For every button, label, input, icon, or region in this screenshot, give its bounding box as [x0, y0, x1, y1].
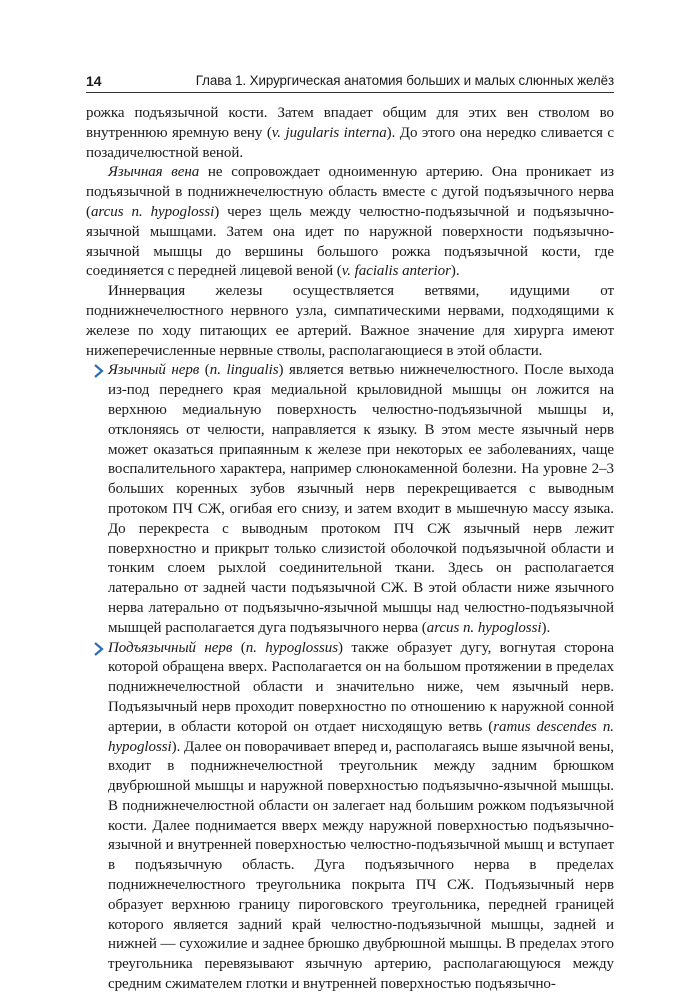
- term-lingual-nerve: Язычный нерв: [108, 362, 200, 379]
- text-run: рожка подъязычной кости. Затем впадает общим для этих вен стволом во внутреннюю яремную вену (: [86, 105, 614, 141]
- bullet-hypoglossal-nerve: [86, 639, 614, 995]
- text-run: ). Далее он поворачивает вперед и, располагаясь выше язычной вены, входит в поднижнечелюстной треугольник между задним брюшком двубрюшной мышцы и наружной поверхностью подъязычно-язычной мышцы. В поднижнечелюстной области он залегает над большим рожком подъязычной кости. Далее поднимается вверх между наружной поверхностью подъязычно-язычной и внутренней поверхностью челюстно-подъязычной мышц и вступает в подъязычную область. Дуга подъязычного нерва в пределах поднижнечелюстного треугольника покрыта ПЧ СЖ. Подъязычный нерв образует верхнюю границу пироговского треугольника, передней границей которого является задний край челюстно-подъязычной мышцы, задней и нижней — сухожилие и заднее брюшко двубрюшной мышцы. В пределах этого треугольника перевязывают язычную артерию, располагающуюся между средним сжимателем глотки и внутренней поверхностью подъязычно-: [108, 738, 614, 993]
- paragraph-jugular-vein: [86, 104, 614, 163]
- latin-term: ramus descendes n. hypoglossi: [108, 718, 614, 755]
- triangle-bullet-icon: [94, 363, 104, 379]
- text-run: не сопровождает одноименную артерию. Она проникает из подъязычной в поднижнечелюстную область вместе с дугой подъязычного нерва (: [86, 164, 614, 220]
- latin-term: n. lingualis: [209, 362, 279, 379]
- text-run: ). До этого она нередко сливается с позадичелюстной веной.: [86, 124, 614, 161]
- paragraph-lingual-vein: [86, 163, 614, 282]
- latin-term: n. hypoglossus: [245, 639, 339, 656]
- text-run: ) является ветвью нижнечелюстного. После выхода из-под переднего края медиальной крыловидной мышцы он ложится на верхнюю медиальную поверхность челюстно-подъязычной мышцы и, отклоняясь от челюсти, направляется к языку. В этом месте язычный нерв может оказаться припаянным к железе при некоторых ее заболеваниях, чаще воспалительного характера, например слюнокаменной болезни. На уровне 2–3 больших коренных зубов язычный нерв перекрещивается с выводным протоком ПЧ СЖ, огибая его снизу, и затем входит в мышечную массу языка. До перекреста с выводным протоком ПЧ СЖ язычный нерв лежит поверхностно и прикрыт только слизистой оболочкой подъязычной области и тонким слоем рыхлой соединительной ткани. Здесь он располагается латерально от задней части подъязычной СЖ. В этой области ниже язычного нерва латерально от подъязычно-язычной мышцы над челюстно-подъязычной мышцей располагается дуга подъязычного нерва (: [108, 362, 614, 636]
- text-run: (: [199, 362, 210, 379]
- latin-term: v. facialis anterior: [341, 263, 451, 280]
- bullet-lingual-nerve: [86, 361, 614, 638]
- latin-term: v. jugularis interna: [271, 124, 387, 141]
- latin-term: arcus n. hypoglossi: [426, 619, 542, 636]
- text-run: Иннервация железы осуществляется ветвями, идущими от поднижнечелюстного нервного узла, симпатическими нервами, подходящими к железе по ходу питающих ее артерий. Важное значение для хирурга имеют нижеперечисленные нервные стволы, располагающиеся в этой области.: [86, 283, 614, 359]
- text-run: (: [232, 639, 246, 656]
- term-lingual-vein: Язычная вена: [108, 164, 200, 181]
- triangle-bullet-icon: [94, 641, 104, 657]
- latin-term: arcus n. hypoglossi: [90, 203, 215, 220]
- term-hypoglossal-nerve: Подъязычный нерв: [108, 639, 233, 656]
- running-head: Глава 1. Хирургическая анатомия больших и малых слюнных желёз: [195, 73, 614, 88]
- text-run: ).: [541, 619, 551, 636]
- page-number: 14: [86, 73, 102, 89]
- page-header: [86, 70, 614, 93]
- text-run: ).: [450, 263, 460, 280]
- text-run: ) через щель между челюстно-подъязычной и подъязычно-язычной мышцами. Затем она идет по наружной поверхности подъязычно-язычной мышцы до вершины большого рожка подъязычной кости, где соединяется с передней лицевой веной (: [86, 203, 614, 280]
- text-run: ) также образует дугу, вогнутая сторона которой обращена вверх. Располагается он на большом протяжении в пределах поднижнечелюстной области и значительно ниже, чем язычный нерв. Подъязычный нерв проходит поверхностно по отношению к наружной сонной артерии, в области которой он отдает нисходящую ветвь (: [108, 639, 614, 735]
- paragraph-innervation: [86, 282, 614, 361]
- page-body: [86, 104, 614, 995]
